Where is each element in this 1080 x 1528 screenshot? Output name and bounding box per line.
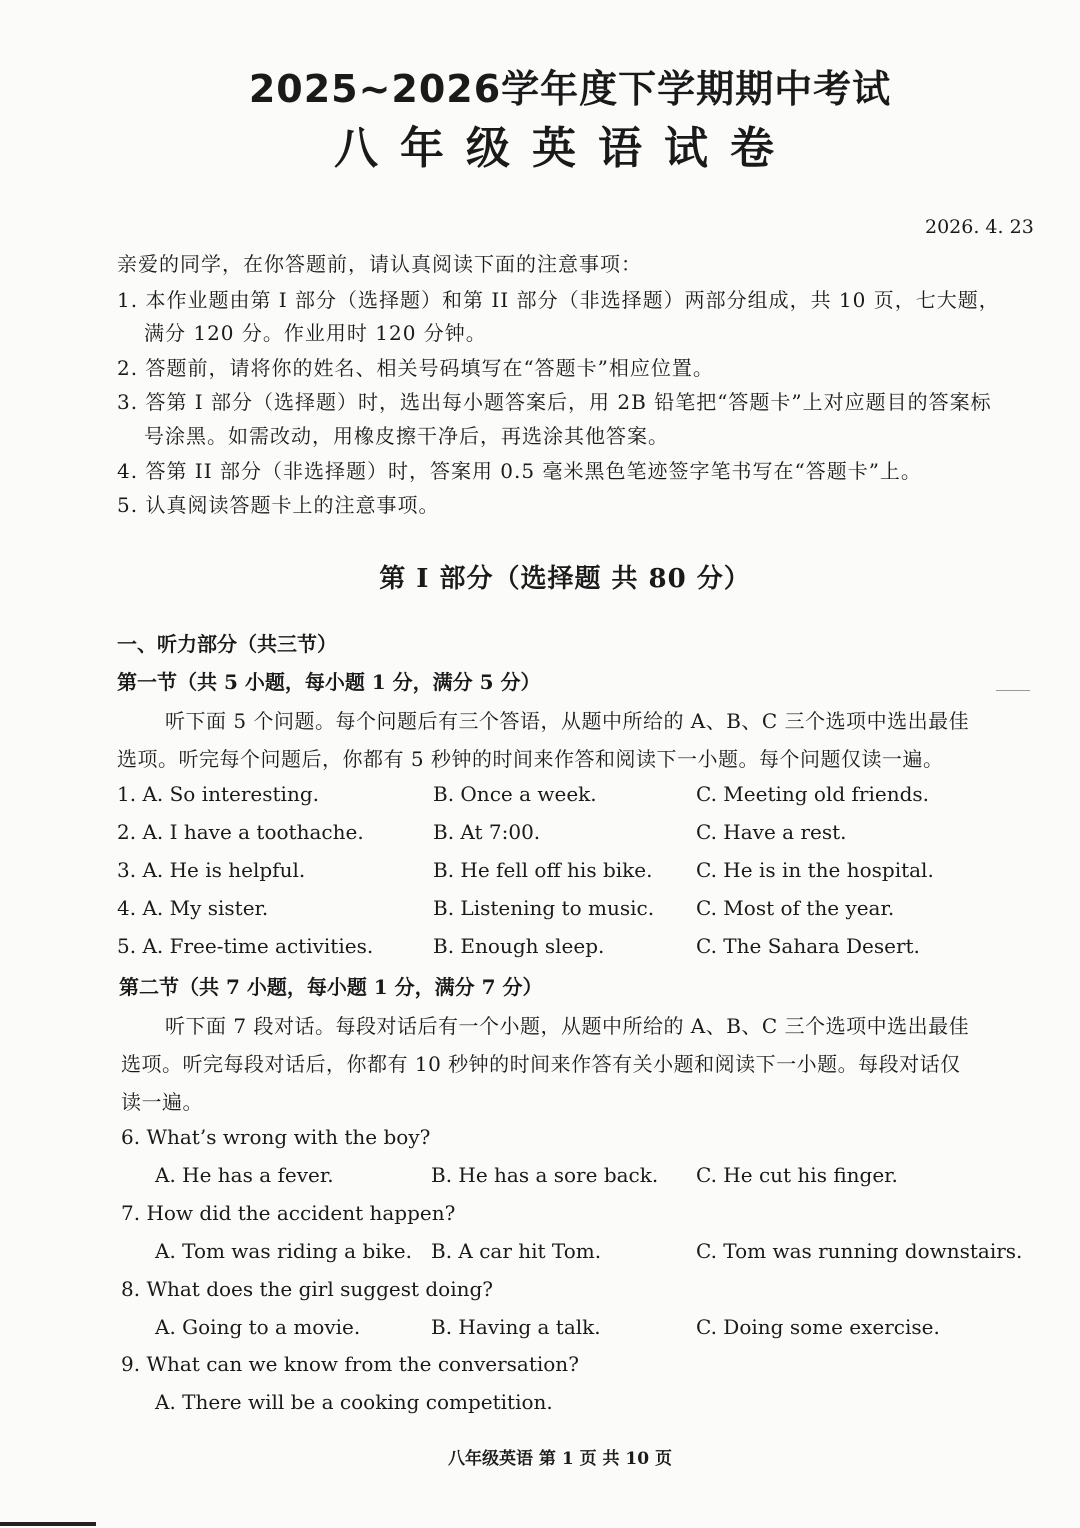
q1-option-a: 1. A. So interesting. xyxy=(117,782,319,806)
q6-option-a: A. He has a fever. xyxy=(155,1163,334,1187)
q5-option-c: C. The Sahara Desert. xyxy=(696,934,920,958)
q8-option-c: C. Doing some exercise. xyxy=(696,1315,940,1339)
q7-question: 7. How did the accident happen? xyxy=(121,1201,456,1225)
q6-question: 6. What’s wrong with the boy? xyxy=(121,1125,431,1149)
q2-option-c: C. Have a rest. xyxy=(696,820,847,844)
section2-title: 第二节（共 7 小题，每小题 1 分，满分 7 分） xyxy=(119,975,543,999)
q4-option-c: C. Most of the year. xyxy=(696,896,895,920)
q9-option-a: A. There will be a cooking competition. xyxy=(155,1390,553,1414)
notice-intro: 亲爱的同学，在你答题前，请认真阅读下面的注意事项： xyxy=(117,252,642,276)
q7-option-b: B. A car hit Tom. xyxy=(431,1239,602,1263)
exam-title: 2025~2026学年度下学期期中考试 xyxy=(248,67,892,111)
q6-option-c: C. He cut his finger. xyxy=(696,1163,898,1187)
section2-instruction-2: 选项。听完每段对话后，你都有 10 秒钟的时间来作答有关小题和阅读下一小题。每段对话仅 xyxy=(121,1052,961,1076)
notice-item-3: 3. 答第 I 部分（选择题）时，选出每小题答案后，用 2B 铅笔把“答题卡”上对应题目的答案标 xyxy=(117,390,992,414)
q5-option-a: 5. A. Free-time activities. xyxy=(117,934,374,958)
q2-option-b: B. At 7:00. xyxy=(433,820,541,844)
q8-question: 8. What does the girl suggest doing? xyxy=(121,1277,494,1301)
q4-option-b: B. Listening to music. xyxy=(433,896,655,920)
q3-option-a: 3. A. He is helpful. xyxy=(117,858,306,882)
section2-instruction-1: 听下面 7 段对话。每段对话后有一个小题，从题中所给的 A、B、C 三个选项中选出最佳 xyxy=(165,1014,970,1038)
notice-item-1-cont: 满分 120 分。作业用时 120 分钟。 xyxy=(144,321,487,345)
scan-artifact-mark xyxy=(0,1522,96,1526)
part1-heading: 第 I 部分（选择题 共 80 分） xyxy=(379,564,751,594)
q1-option-b: B. Once a week. xyxy=(433,782,597,806)
q2-option-a: 2. A. I have a toothache. xyxy=(117,820,364,844)
q3-option-b: B. He fell off his bike. xyxy=(433,858,653,882)
listening-title: 一、听力部分（共三节） xyxy=(117,632,337,656)
notice-item-2: 2. 答题前，请将你的姓名、相关号码填写在“答题卡”相应位置。 xyxy=(117,356,714,380)
q8-option-a: A. Going to a movie. xyxy=(155,1315,361,1339)
scan-artifact-line xyxy=(996,690,1030,691)
q3-option-c: C. He is in the hospital. xyxy=(696,858,934,882)
section1-title: 第一节（共 5 小题，每小题 1 分，满分 5 分） xyxy=(117,670,541,694)
exam-date: 2026. 4. 23 xyxy=(925,216,1034,238)
q5-option-b: B. Enough sleep. xyxy=(433,934,605,958)
q4-option-a: 4. A. My sister. xyxy=(117,896,269,920)
exam-subtitle: 八年级英语试卷 xyxy=(334,123,796,174)
q6-option-b: B. He has a sore back. xyxy=(431,1163,659,1187)
page-footer: 八年级英语 第 1 页 共 10 页 xyxy=(448,1449,672,1469)
q9-question: 9. What can we know from the conversation? xyxy=(121,1352,579,1376)
q7-option-c: C. Tom was running downstairs. xyxy=(696,1239,1023,1263)
notice-item-5: 5. 认真阅读答题卡上的注意事项。 xyxy=(117,493,440,517)
section1-instruction-1: 听下面 5 个问题。每个问题后有三个答语，从题中所给的 A、B、C 三个选项中选出最佳 xyxy=(165,709,970,733)
section1-instruction-2: 选项。听完每个问题后，你都有 5 秒钟的时间来作答和阅读下一小题。每个问题仅读一遍。 xyxy=(117,747,944,771)
q7-option-a: A. Tom was riding a bike. xyxy=(155,1239,412,1263)
notice-item-4: 4. 答第 II 部分（非选择题）时，答案用 0.5 毫米黑色笔迹签字笔书写在“答题卡”上。 xyxy=(117,459,922,483)
notice-item-1: 1. 本作业题由第 I 部分（选择题）和第 II 部分（非选择题）两部分组成，共 10 页，七大题， xyxy=(117,288,1000,312)
q1-option-c: C. Meeting old friends. xyxy=(696,782,930,806)
section2-instruction-3: 读一遍。 xyxy=(121,1090,203,1114)
notice-item-3-cont: 号涂黑。如需改动，用橡皮擦干净后，再选涂其他答案。 xyxy=(144,424,669,448)
q8-option-b: B. Having a talk. xyxy=(431,1315,601,1339)
